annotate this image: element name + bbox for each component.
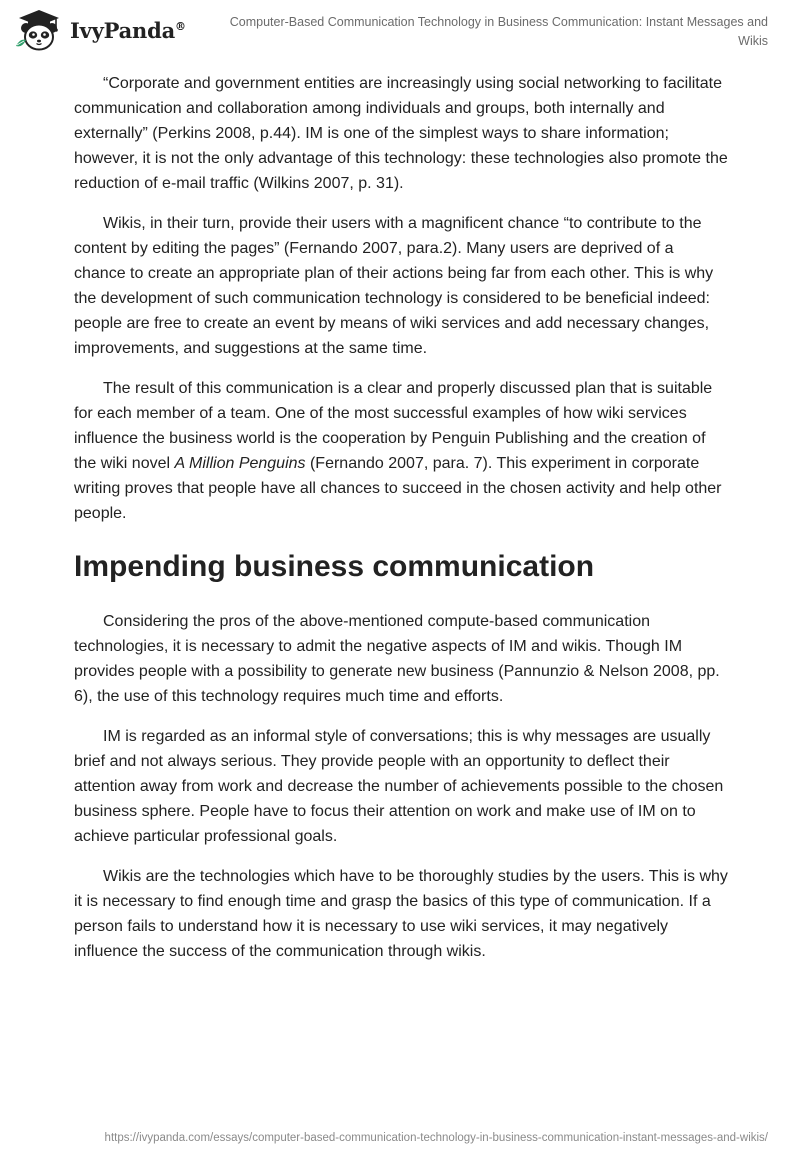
paragraph-2: Wikis, in their turn, provide their users with a magnificent chance “to contribute to the content by editing the pages” (Fernando 2007, para.2). Many users are deprived of a chance to create an appropriate plan of their actions being far from each other. This is why the development of such communication technology is considered to be beneficial indeed: people are free to create an event by means of wiki services and add necessary changes, improvements, and suggestions at the same time. (74, 215, 714, 357)
paragraph-4: Considering the pros of the above-mentioned compute-based communication technologies, it is necessary to admit the negative aspects of IM and wikis. Though IM provides people with a possibility to generate new business (Pannunzio & Nelson 2008, pp. 6), the use of this technology requires much time and efforts. (74, 613, 720, 705)
panda-mascot-icon (14, 8, 64, 52)
paragraph-5: IM is regarded as an informal style of conversations; this is why messages are usually brief and not always serious. They provide people with an opportunity to deflect their attention away from work and decrease the number of achievements possible to the chosen business sphere. People have to focus their attention on work and make use of IM on to achieve particular professional goals. (74, 728, 724, 845)
paragraph-1: “Corporate and government entities are increasingly using social networking to facilitate communication and collaboration among individuals and groups, both internally and externally” (Perkins 2008, p.44). IM is one of the simplest ways to share information; however, it is not the only advantage of this technology: these technologies also promote the reduction of e-mail traffic (Wilkins 2007, p. 31). (74, 75, 728, 192)
source-url[interactable]: https://ivypanda.com/essays/computer-based-communication-technology-in-business-communication-instant-messages-and-wikis/ (104, 1132, 768, 1144)
registered-mark: ® (175, 19, 186, 33)
essay-body (74, 71, 728, 979)
ivypanda-logo[interactable] (14, 8, 186, 52)
paragraph-3-text-start: The result of this communication is a clear and properly discussed plan that is suitable for each member of a team. One of the most successful examples of how wiki services influence the business world is the cooperation by Penguin Publishing and the creation of the wiki novel (74, 380, 713, 472)
document-title: Computer-Based Communication Technology in Business Communication: Instant Messages and Wikis (229, 15, 768, 48)
book-title: A Million Penguins (174, 455, 306, 472)
paragraph-6: Wikis are the technologies which have to be thoroughly studies by the users. This is why it is necessary to find enough time and grasp the basics of this type of communication. If a person fails to understand how it is necessary to use wiki services, it may negatively influence the success of the communication through wikis. (74, 868, 728, 960)
paragraph-3 (74, 376, 728, 526)
logo-name: IvyPanda (70, 17, 176, 43)
section-heading: Impending business communication (74, 550, 595, 583)
page-header (0, 0, 800, 60)
logo-wordmark (70, 18, 186, 43)
paragraph-3-text-end: (Fernando 2007, para. 7). This experiment in corporate writing proves that people have all chances to succeed in the chosen activity and help other people. (74, 455, 722, 522)
